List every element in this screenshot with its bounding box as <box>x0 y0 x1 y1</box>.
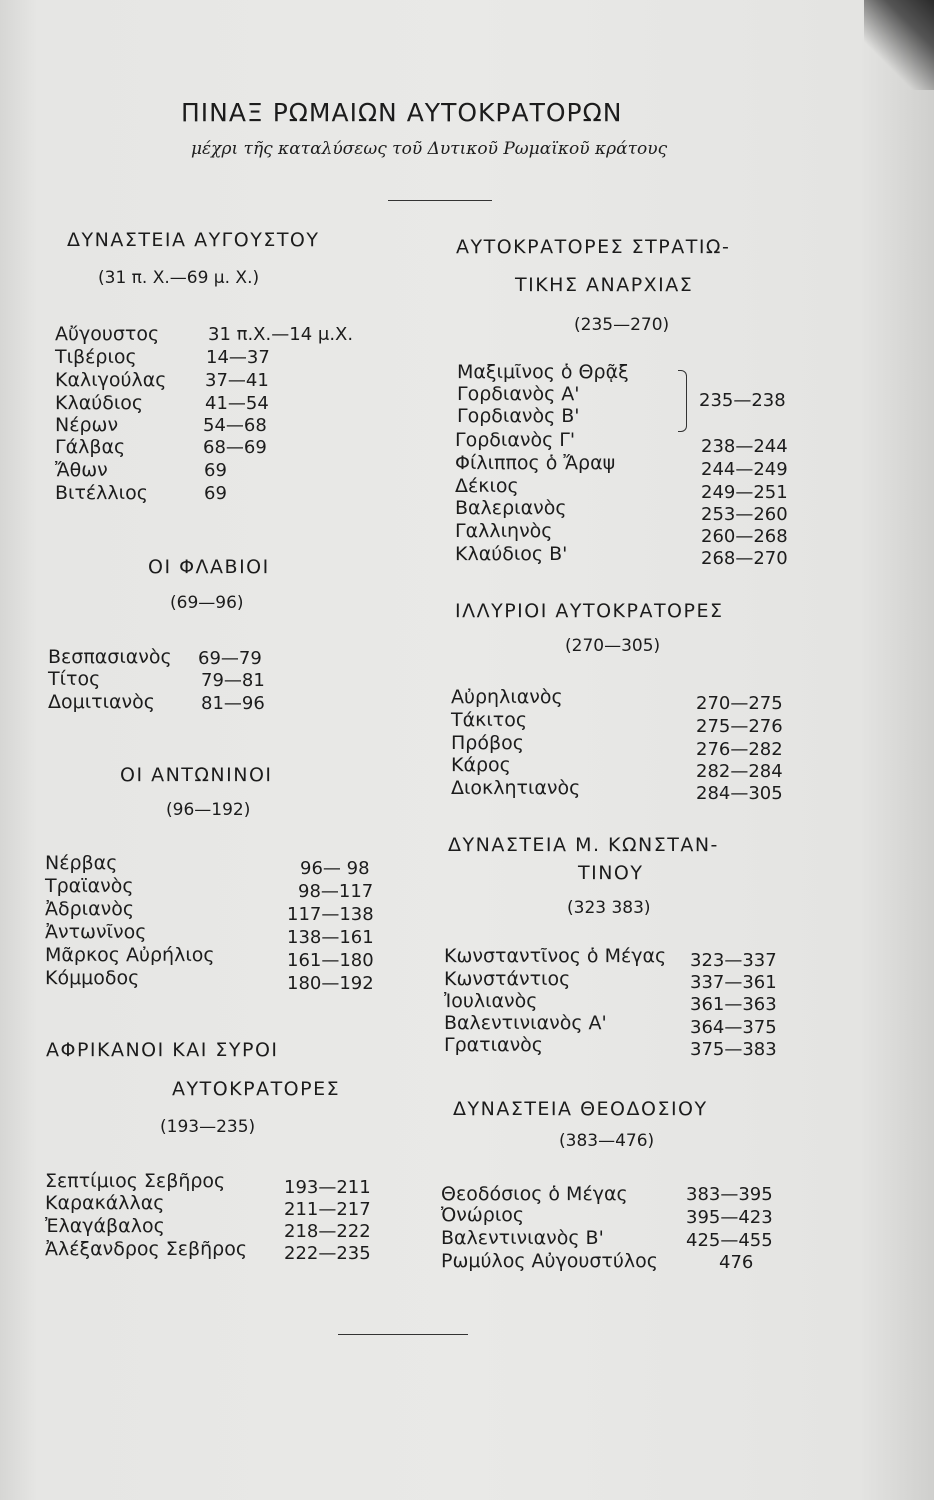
emperor-name: Κάρος <box>451 754 511 776</box>
page-corner-shadow <box>864 0 934 90</box>
emperor-name: Γορδιανὸς Γ' <box>455 429 576 451</box>
reign-years: 249—251 <box>701 482 788 503</box>
reign-years: 98—117 <box>298 881 374 902</box>
section-range-anarchy: (235—270) <box>574 315 670 335</box>
emperor-name: Δέκιος <box>455 475 519 497</box>
emperor-name: Βιτέλλιος <box>55 482 148 504</box>
reign-years: 161—180 <box>287 950 374 971</box>
emperor-name: Ἐλαγάβαλος <box>45 1215 165 1237</box>
reign-years: 68—69 <box>203 437 267 458</box>
reign-years: 337—361 <box>690 972 777 993</box>
emperor-name: Τραϊανὸς <box>45 875 134 897</box>
reign-years: 193—211 <box>284 1177 371 1198</box>
reign-years: 238—244 <box>701 436 788 457</box>
emperor-name: Πρόβος <box>451 732 524 754</box>
emperor-name: Τίτος <box>48 668 101 690</box>
reign-years: 117—138 <box>287 904 374 925</box>
reign-years: 69 <box>204 483 227 504</box>
reign-years: 218—222 <box>284 1221 371 1242</box>
emperor-name: Κωνστάντιος <box>444 968 571 990</box>
reign-years: 244—249 <box>701 459 788 480</box>
reign-years: 270—275 <box>696 693 783 714</box>
reign-years: 54—68 <box>203 415 267 436</box>
reign-years: 282—284 <box>696 761 783 782</box>
emperor-name: Δομιτιανὸς <box>48 691 155 713</box>
emperor-name: Νέρων <box>55 414 119 436</box>
emperor-name: Βαλεριανὸς <box>455 497 567 519</box>
reign-years: 222—235 <box>284 1243 371 1264</box>
title-divider <box>388 200 492 201</box>
emperor-name: Βεσπασιανὸς <box>48 646 172 668</box>
section-range-theodosius: (383—476) <box>559 1131 655 1151</box>
reign-years: 31 π.Χ.—14 μ.Χ. <box>208 324 354 345</box>
reign-years: 180—192 <box>287 973 374 994</box>
reign-years: 14—37 <box>206 347 270 368</box>
reign-years: 476 <box>719 1252 754 1273</box>
reign-years: 284—305 <box>696 783 783 804</box>
emperor-name: Βαλεντινιανὸς Α' <box>444 1012 607 1034</box>
reign-years: 37—41 <box>205 370 269 391</box>
emperor-name: Κωνσταντῖνος ὁ Μέγας <box>444 945 667 967</box>
reign-years: 260—268 <box>701 526 788 547</box>
emperor-name: Τιβέριος <box>55 346 137 368</box>
section-heading-flavians: ΟΙ ΦΛΑΒΙΟΙ <box>148 556 270 578</box>
reign-years: 383—395 <box>686 1184 773 1205</box>
emperor-name: Γορδιανὸς Α' <box>457 383 580 405</box>
reign-years: 41—54 <box>205 393 269 414</box>
emperor-name: Αὔγουστος <box>55 323 160 345</box>
emperor-name: Γαλλιηνὸς <box>455 520 553 542</box>
emperor-name: Ὀνώριος <box>441 1204 525 1226</box>
emperor-name: Κλαύδιος Β' <box>455 543 568 565</box>
section-heading-anarchy-cont: ΤΙΚΗΣ ΑΝΑΡΧΙΑΣ <box>515 274 694 296</box>
section-range-constantine: (323 383) <box>567 898 651 918</box>
section-heading-constantine: ΔΥΝΑΣΤΕΙΑ Μ. ΚΩΝΣΤΑΝ- <box>448 834 719 856</box>
emperor-name: Γρατιανὸς <box>444 1034 543 1056</box>
emperor-name: Νέρβας <box>45 852 118 874</box>
section-range-augustus: (31 π. Χ.—69 μ. Χ.) <box>98 268 260 288</box>
section-heading-constantine-cont: ΤΙΝΟΥ <box>578 862 644 884</box>
footer-divider <box>338 1334 468 1335</box>
emperor-name: Γορδιανὸς Β' <box>457 405 580 427</box>
reign-years: 275—276 <box>696 716 783 737</box>
emperor-name: Καρακάλλας <box>45 1192 165 1214</box>
section-heading-anarchy: ΑΥΤΟΚΡΑΤΟΡΕΣ ΣΤΡΑΤΙΩ- <box>456 236 731 258</box>
reign-years: 361—363 <box>690 994 777 1015</box>
section-range-illyrians: (270—305) <box>565 636 661 656</box>
reign-years: 211—217 <box>284 1199 371 1220</box>
section-range-antonines: (96—192) <box>166 800 251 820</box>
reign-years: 268—270 <box>701 548 788 569</box>
emperor-name: Τάκιτος <box>451 709 527 731</box>
reign-years: 425—455 <box>686 1230 773 1251</box>
section-heading-antonines: ΟΙ ΑΝΤΩΝΙΝΟΙ <box>120 764 273 786</box>
emperor-name: Ἀντωνῖνος <box>45 921 147 943</box>
section-heading-augustus: ΔΥΝΑΣΤΕΙΑ ΑΥΓΟΥΣΤΟΥ <box>67 229 320 251</box>
reign-years: 395—423 <box>686 1207 773 1228</box>
emperor-name: Αὐρηλιανὸς <box>451 686 563 708</box>
section-range-africans: (193—235) <box>160 1117 256 1137</box>
reign-years: 138—161 <box>287 927 374 948</box>
emperor-name: Ἀδριανὸς <box>45 898 135 920</box>
reign-years: 276—282 <box>696 739 783 760</box>
reign-years: 235—238 <box>699 390 786 411</box>
reign-years: 69 <box>204 460 227 481</box>
page-subtitle: μέχρι τῆς καταλύσεως τοῦ Δυτικοῦ Ρωμαϊκοῦ κράτους <box>191 139 668 159</box>
page-title: ΠΙΝΑΞ ΡΩΜΑΙΩΝ ΑΥΤΟΚΡΑΤΟΡΩΝ <box>181 98 623 127</box>
emperor-name: Ἰουλιανὸς <box>444 990 538 1012</box>
reign-years: 81—96 <box>201 693 265 714</box>
reign-years: 69—79 <box>198 648 262 669</box>
emperor-name: Μαξιμῖνος ὁ Θρᾷξ <box>457 361 629 383</box>
emperor-name: Καλιγούλας <box>55 369 167 391</box>
reign-years: 253—260 <box>701 504 788 525</box>
section-heading-illyrians: ΙΛΛΥΡΙΟΙ ΑΥΤΟΚΡΑΤΟΡΕΣ <box>455 600 724 622</box>
emperor-name: Φίλιππος ὁ Ἄραψ <box>455 452 616 474</box>
emperor-name: Ἄθων <box>55 459 108 481</box>
reign-years: 96— 98 <box>300 858 370 879</box>
emperor-name: Ρωμύλος Αὐγουστύλος <box>441 1250 658 1272</box>
reign-years: 375—383 <box>690 1039 777 1060</box>
reign-years: 323—337 <box>690 950 777 971</box>
emperor-name: Κλαύδιος <box>55 392 144 414</box>
section-heading-africans-cont: ΑΥΤΟΚΡΑΤΟΡΕΣ <box>172 1078 341 1100</box>
section-heading-africans: ΑΦΡΙΚΑΝΟΙ ΚΑΙ ΣΥΡΟΙ <box>46 1039 279 1061</box>
section-heading-theodosius: ΔΥΝΑΣΤΕΙΑ ΘΕΟΔΟΣΙΟΥ <box>453 1098 708 1120</box>
reign-years: 364—375 <box>690 1017 777 1038</box>
emperor-name: Διοκλητιανὸς <box>451 777 581 799</box>
section-range-flavians: (69—96) <box>170 593 244 613</box>
emperor-name: Βαλεντινιανὸς Β' <box>441 1227 604 1249</box>
emperor-name: Κόμμοδος <box>45 967 140 989</box>
emperor-name: Γάλβας <box>55 436 126 458</box>
emperor-name: Θεοδόσιος ὁ Μέγας <box>441 1183 628 1205</box>
emperor-name: Μᾶρκος Αὐρήλιος <box>45 944 215 966</box>
emperor-name: Σεπτίμιος Σεβῆρος <box>45 1170 226 1192</box>
grouping-brace <box>678 370 687 432</box>
reign-years: 79—81 <box>201 670 265 691</box>
emperor-name: Ἀλέξανδρος Σεβῆρος <box>45 1238 248 1260</box>
